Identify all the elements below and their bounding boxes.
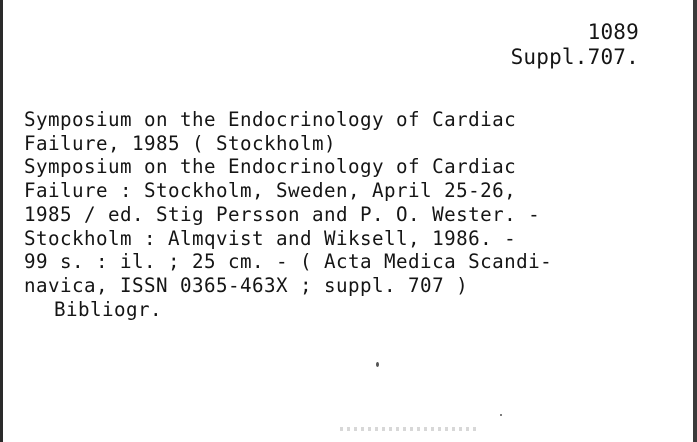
scan-smudge <box>340 427 480 431</box>
bibliographic-entry <box>24 108 552 321</box>
body-line-1: Symposium on the Endocrinology of Cardiac <box>24 155 517 179</box>
body-line-2: Failure : Stockholm, Sweden, April 25-26, <box>24 179 517 203</box>
body-line-3: 1985 / ed. Stig Persson and P. O. Wester. - <box>24 202 541 226</box>
call-number <box>511 20 639 70</box>
ink-speck <box>376 362 379 367</box>
ink-speck <box>500 414 502 416</box>
card-left-edge <box>0 0 3 442</box>
call-number-line-2: Suppl.707. <box>510 45 639 69</box>
body-line-5: 99 s. : il. ; 25 cm. - ( Acta Medica Scandi- <box>24 250 553 274</box>
card-right-edge <box>693 0 697 442</box>
body-line-6: navica, ISSN 0365-463X ; suppl. 707 ) <box>24 273 469 297</box>
heading-line-1: Symposium on the Endocrinology of Cardiac <box>24 108 517 131</box>
call-number-line-1: 1089 <box>587 20 639 44</box>
bibliography-note: Bibliogr. <box>54 297 163 321</box>
heading-line-2: Failure, 1985 ( Stockholm) <box>24 131 337 155</box>
body-line-4: Stockholm : Almqvist and Wiksell, 1986. - <box>24 226 517 250</box>
